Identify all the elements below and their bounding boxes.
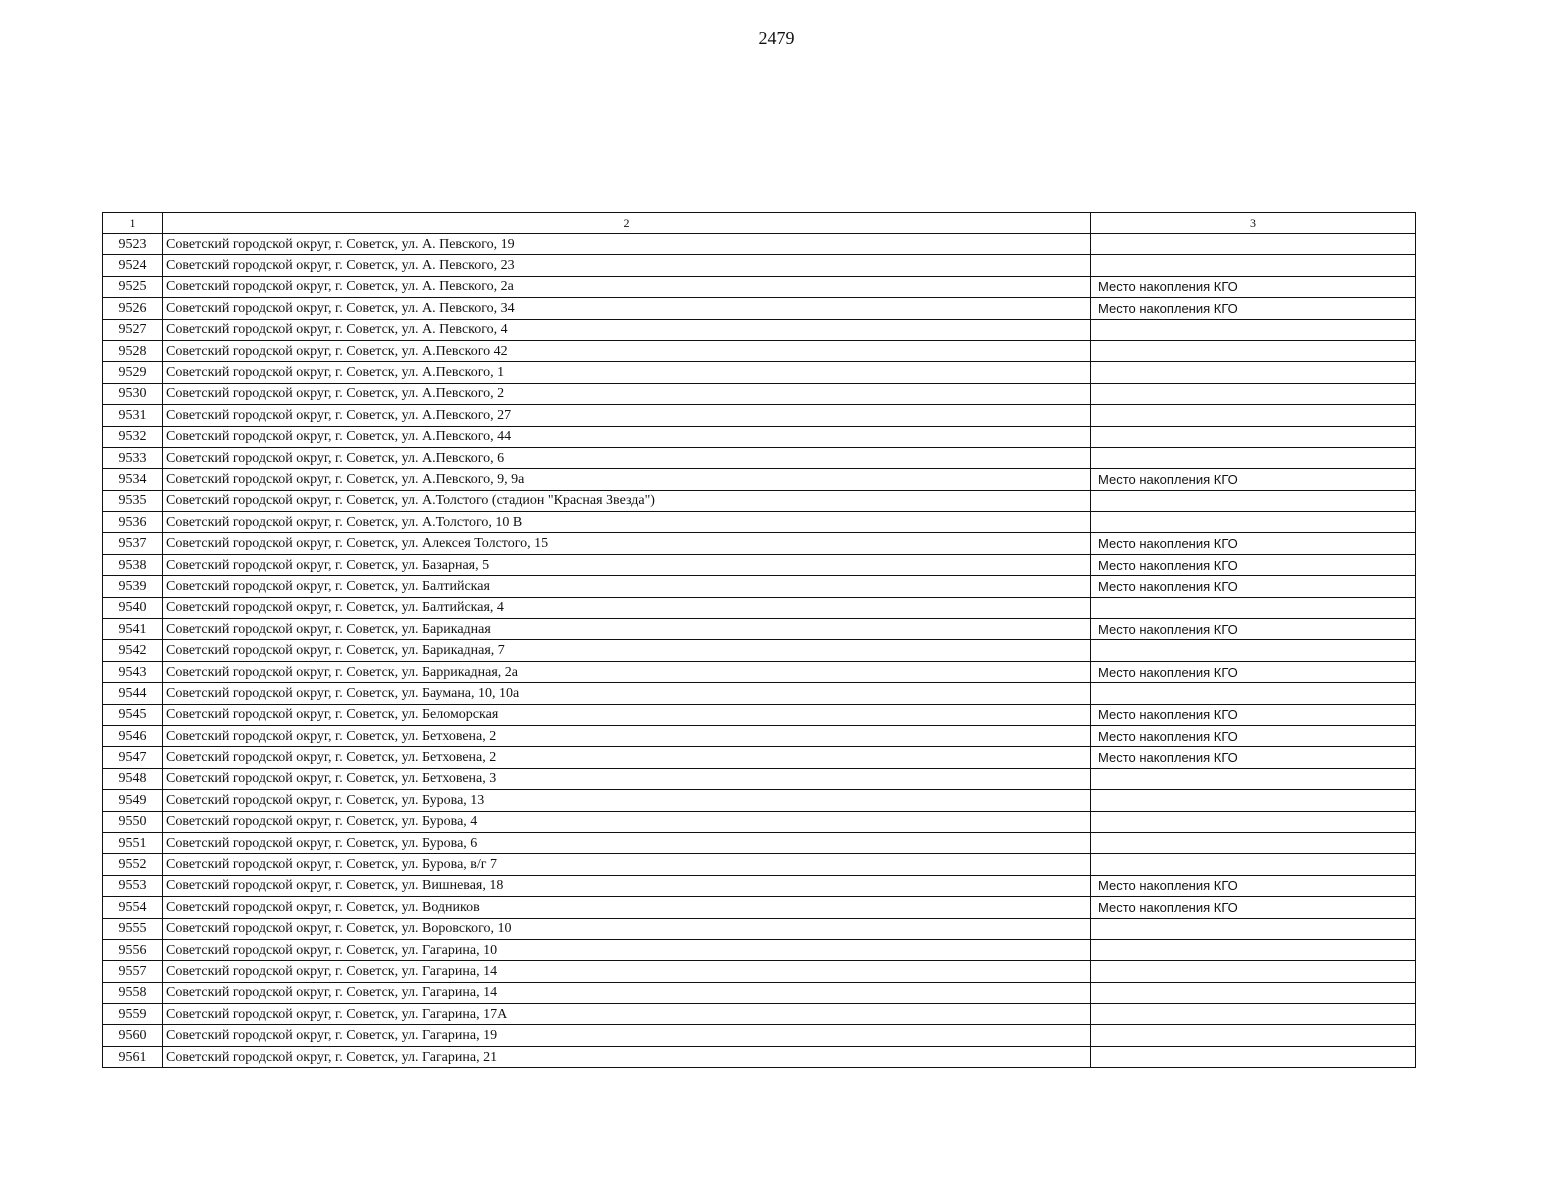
table-header-row [103, 213, 1416, 234]
note-cell [1091, 512, 1416, 533]
address-cell: Советский городской округ, г. Советск, ул. Бетховена, 2 [163, 747, 1091, 768]
address-cell: Советский городской округ, г. Советск, ул. Балтийская, 4 [163, 597, 1091, 618]
address-cell: Советский городской округ, г. Советск, ул. А.Певского, 44 [163, 426, 1091, 447]
table-row [103, 1046, 1416, 1067]
address-cell: Советский городской округ, г. Советск, ул. А.Певского, 6 [163, 447, 1091, 468]
note-cell [1091, 490, 1416, 511]
row-number-cell: 9540 [103, 597, 163, 618]
row-number-cell: 9552 [103, 854, 163, 875]
row-number-cell: 9557 [103, 961, 163, 982]
address-cell: Советский городской округ, г. Советск, ул. Бурова, 4 [163, 811, 1091, 832]
note-cell [1091, 854, 1416, 875]
note-cell [1091, 597, 1416, 618]
address-cell: Советский городской округ, г. Советск, ул. Барикадная, 7 [163, 640, 1091, 661]
address-cell: Советский городской округ, г. Советск, ул. Бетховена, 2 [163, 725, 1091, 746]
address-cell: Советский городской округ, г. Советск, ул. А.Певского, 27 [163, 405, 1091, 426]
address-cell: Советский городской округ, г. Советск, ул. Балтийская [163, 576, 1091, 597]
table-row [103, 234, 1416, 255]
table-row [103, 982, 1416, 1003]
table-body [103, 213, 1416, 1068]
table-row [103, 619, 1416, 640]
row-number-cell: 9555 [103, 918, 163, 939]
table-row [103, 340, 1416, 361]
table-row [103, 298, 1416, 319]
address-cell: Советский городской округ, г. Советск, ул. А. Певского, 34 [163, 298, 1091, 319]
address-cell: Советский городской округ, г. Советск, ул. Гагарина, 14 [163, 961, 1091, 982]
page-number: 2479 [758, 28, 795, 48]
address-cell: Советский городской округ, г. Советск, ул. Бетховена, 3 [163, 768, 1091, 789]
registry-table [102, 212, 1416, 1068]
table-row [103, 725, 1416, 746]
table-row [103, 683, 1416, 704]
table-row [103, 661, 1416, 682]
note-cell [1091, 426, 1416, 447]
row-number-cell: 9533 [103, 447, 163, 468]
row-number-cell: 9529 [103, 362, 163, 383]
table-row [103, 405, 1416, 426]
address-cell: Советский городской округ, г. Советск, ул. Бурова, 6 [163, 832, 1091, 853]
row-number-cell: 9530 [103, 383, 163, 404]
note-cell [1091, 234, 1416, 255]
note-cell [1091, 1004, 1416, 1025]
row-number-cell: 9539 [103, 576, 163, 597]
column-header-number: 1 [103, 213, 163, 234]
address-cell: Советский городской округ, г. Советск, ул. А.Толстого, 10 В [163, 512, 1091, 533]
address-cell: Советский городской округ, г. Советск, ул. А.Певского 42 [163, 340, 1091, 361]
note-cell: Место накопления КГО [1091, 619, 1416, 640]
table-row [103, 255, 1416, 276]
table-row [103, 1004, 1416, 1025]
table-row [103, 768, 1416, 789]
note-cell [1091, 319, 1416, 340]
row-number-cell: 9554 [103, 897, 163, 918]
row-number-cell: 9543 [103, 661, 163, 682]
note-cell [1091, 1025, 1416, 1046]
address-cell: Советский городской округ, г. Советск, ул. Баумана, 10, 10а [163, 683, 1091, 704]
note-cell [1091, 982, 1416, 1003]
table-row [103, 640, 1416, 661]
row-number-cell: 9549 [103, 790, 163, 811]
table-row [103, 426, 1416, 447]
note-cell [1091, 255, 1416, 276]
column-header-address: 2 [163, 213, 1091, 234]
address-cell: Советский городской округ, г. Советск, ул. Гагарина, 21 [163, 1046, 1091, 1067]
note-cell [1091, 832, 1416, 853]
note-cell: Место накопления КГО [1091, 747, 1416, 768]
row-number-cell: 9541 [103, 619, 163, 640]
table-row [103, 576, 1416, 597]
note-cell [1091, 340, 1416, 361]
address-cell: Советский городской округ, г. Советск, ул. А.Певского, 2 [163, 383, 1091, 404]
note-cell [1091, 918, 1416, 939]
table-row [103, 961, 1416, 982]
address-cell: Советский городской округ, г. Советск, ул. Базарная, 5 [163, 554, 1091, 575]
note-cell [1091, 405, 1416, 426]
row-number-cell: 9550 [103, 811, 163, 832]
address-cell: Советский городской округ, г. Советск, ул. А.Толстого (стадион "Красная Звезда") [163, 490, 1091, 511]
note-cell [1091, 383, 1416, 404]
table-row [103, 854, 1416, 875]
note-cell: Место накопления КГО [1091, 875, 1416, 896]
table-row [103, 276, 1416, 297]
note-cell [1091, 939, 1416, 960]
row-number-cell: 9560 [103, 1025, 163, 1046]
row-number-cell: 9553 [103, 875, 163, 896]
address-cell: Советский городской округ, г. Советск, ул. А.Певского, 1 [163, 362, 1091, 383]
row-number-cell: 9559 [103, 1004, 163, 1025]
note-cell: Место накопления КГО [1091, 469, 1416, 490]
address-cell: Советский городской округ, г. Советск, ул. Баррикадная, 2а [163, 661, 1091, 682]
table-row [103, 747, 1416, 768]
column-header-note: 3 [1091, 213, 1416, 234]
note-cell [1091, 961, 1416, 982]
note-cell: Место накопления КГО [1091, 276, 1416, 297]
row-number-cell: 9551 [103, 832, 163, 853]
note-cell: Место накопления КГО [1091, 661, 1416, 682]
note-cell [1091, 683, 1416, 704]
row-number-cell: 9525 [103, 276, 163, 297]
table-row [103, 512, 1416, 533]
address-cell: Советский городской округ, г. Советск, ул. Бурова, 13 [163, 790, 1091, 811]
row-number-cell: 9527 [103, 319, 163, 340]
table-row [103, 897, 1416, 918]
table-row [103, 704, 1416, 725]
row-number-cell: 9538 [103, 554, 163, 575]
address-cell: Советский городской округ, г. Советск, ул. Воровского, 10 [163, 918, 1091, 939]
table-row [103, 469, 1416, 490]
table-row [103, 939, 1416, 960]
row-number-cell: 9542 [103, 640, 163, 661]
note-cell [1091, 811, 1416, 832]
note-cell: Место накопления КГО [1091, 298, 1416, 319]
row-number-cell: 9528 [103, 340, 163, 361]
address-cell: Советский городской округ, г. Советск, ул. Гагарина, 19 [163, 1025, 1091, 1046]
note-cell [1091, 1046, 1416, 1067]
table-row [103, 918, 1416, 939]
row-number-cell: 9547 [103, 747, 163, 768]
address-cell: Советский городской округ, г. Советск, ул. Беломорская [163, 704, 1091, 725]
row-number-cell: 9524 [103, 255, 163, 276]
address-cell: Советский городской округ, г. Советск, ул. Бурова, в/г 7 [163, 854, 1091, 875]
table-row [103, 447, 1416, 468]
table-row [103, 319, 1416, 340]
address-cell: Советский городской округ, г. Советск, ул. Алексея Толстого, 15 [163, 533, 1091, 554]
address-cell: Советский городской округ, г. Советск, ул. А. Певского, 19 [163, 234, 1091, 255]
address-cell: Советский городской округ, г. Советск, ул. Гагарина, 10 [163, 939, 1091, 960]
note-cell: Место накопления КГО [1091, 554, 1416, 575]
row-number-cell: 9523 [103, 234, 163, 255]
row-number-cell: 9536 [103, 512, 163, 533]
table-row [103, 597, 1416, 618]
note-cell [1091, 790, 1416, 811]
address-cell: Советский городской округ, г. Советск, ул. Гагарина, 14 [163, 982, 1091, 1003]
address-cell: Советский городской округ, г. Советск, ул. А.Певского, 9, 9а [163, 469, 1091, 490]
table-row [103, 832, 1416, 853]
row-number-cell: 9556 [103, 939, 163, 960]
note-cell [1091, 447, 1416, 468]
row-number-cell: 9532 [103, 426, 163, 447]
row-number-cell: 9545 [103, 704, 163, 725]
note-cell: Место накопления КГО [1091, 704, 1416, 725]
table-row [103, 790, 1416, 811]
address-cell: Советский городской округ, г. Советск, ул. А. Певского, 2а [163, 276, 1091, 297]
row-number-cell: 9531 [103, 405, 163, 426]
address-cell: Советский городской округ, г. Советск, ул. Вишневая, 18 [163, 875, 1091, 896]
table-row [103, 490, 1416, 511]
address-cell: Советский городской округ, г. Советск, ул. А. Певского, 23 [163, 255, 1091, 276]
row-number-cell: 9548 [103, 768, 163, 789]
table-row [103, 811, 1416, 832]
note-cell: Место накопления КГО [1091, 533, 1416, 554]
note-cell: Место накопления КГО [1091, 576, 1416, 597]
note-cell [1091, 640, 1416, 661]
row-number-cell: 9535 [103, 490, 163, 511]
table-row [103, 362, 1416, 383]
row-number-cell: 9537 [103, 533, 163, 554]
address-cell: Советский городской округ, г. Советск, ул. Водников [163, 897, 1091, 918]
table-row [103, 554, 1416, 575]
row-number-cell: 9534 [103, 469, 163, 490]
address-cell: Советский городской округ, г. Советск, ул. Гагарина, 17А [163, 1004, 1091, 1025]
row-number-cell: 9558 [103, 982, 163, 1003]
note-cell: Место накопления КГО [1091, 725, 1416, 746]
row-number-cell: 9561 [103, 1046, 163, 1067]
table-row [103, 875, 1416, 896]
table-row [103, 1025, 1416, 1046]
row-number-cell: 9546 [103, 725, 163, 746]
note-cell [1091, 362, 1416, 383]
address-cell: Советский городской округ, г. Советск, ул. А. Певского, 4 [163, 319, 1091, 340]
row-number-cell: 9544 [103, 683, 163, 704]
address-cell: Советский городской округ, г. Советск, ул. Барикадная [163, 619, 1091, 640]
note-cell [1091, 768, 1416, 789]
row-number-cell: 9526 [103, 298, 163, 319]
table-row [103, 383, 1416, 404]
table-row [103, 533, 1416, 554]
note-cell: Место накопления КГО [1091, 897, 1416, 918]
